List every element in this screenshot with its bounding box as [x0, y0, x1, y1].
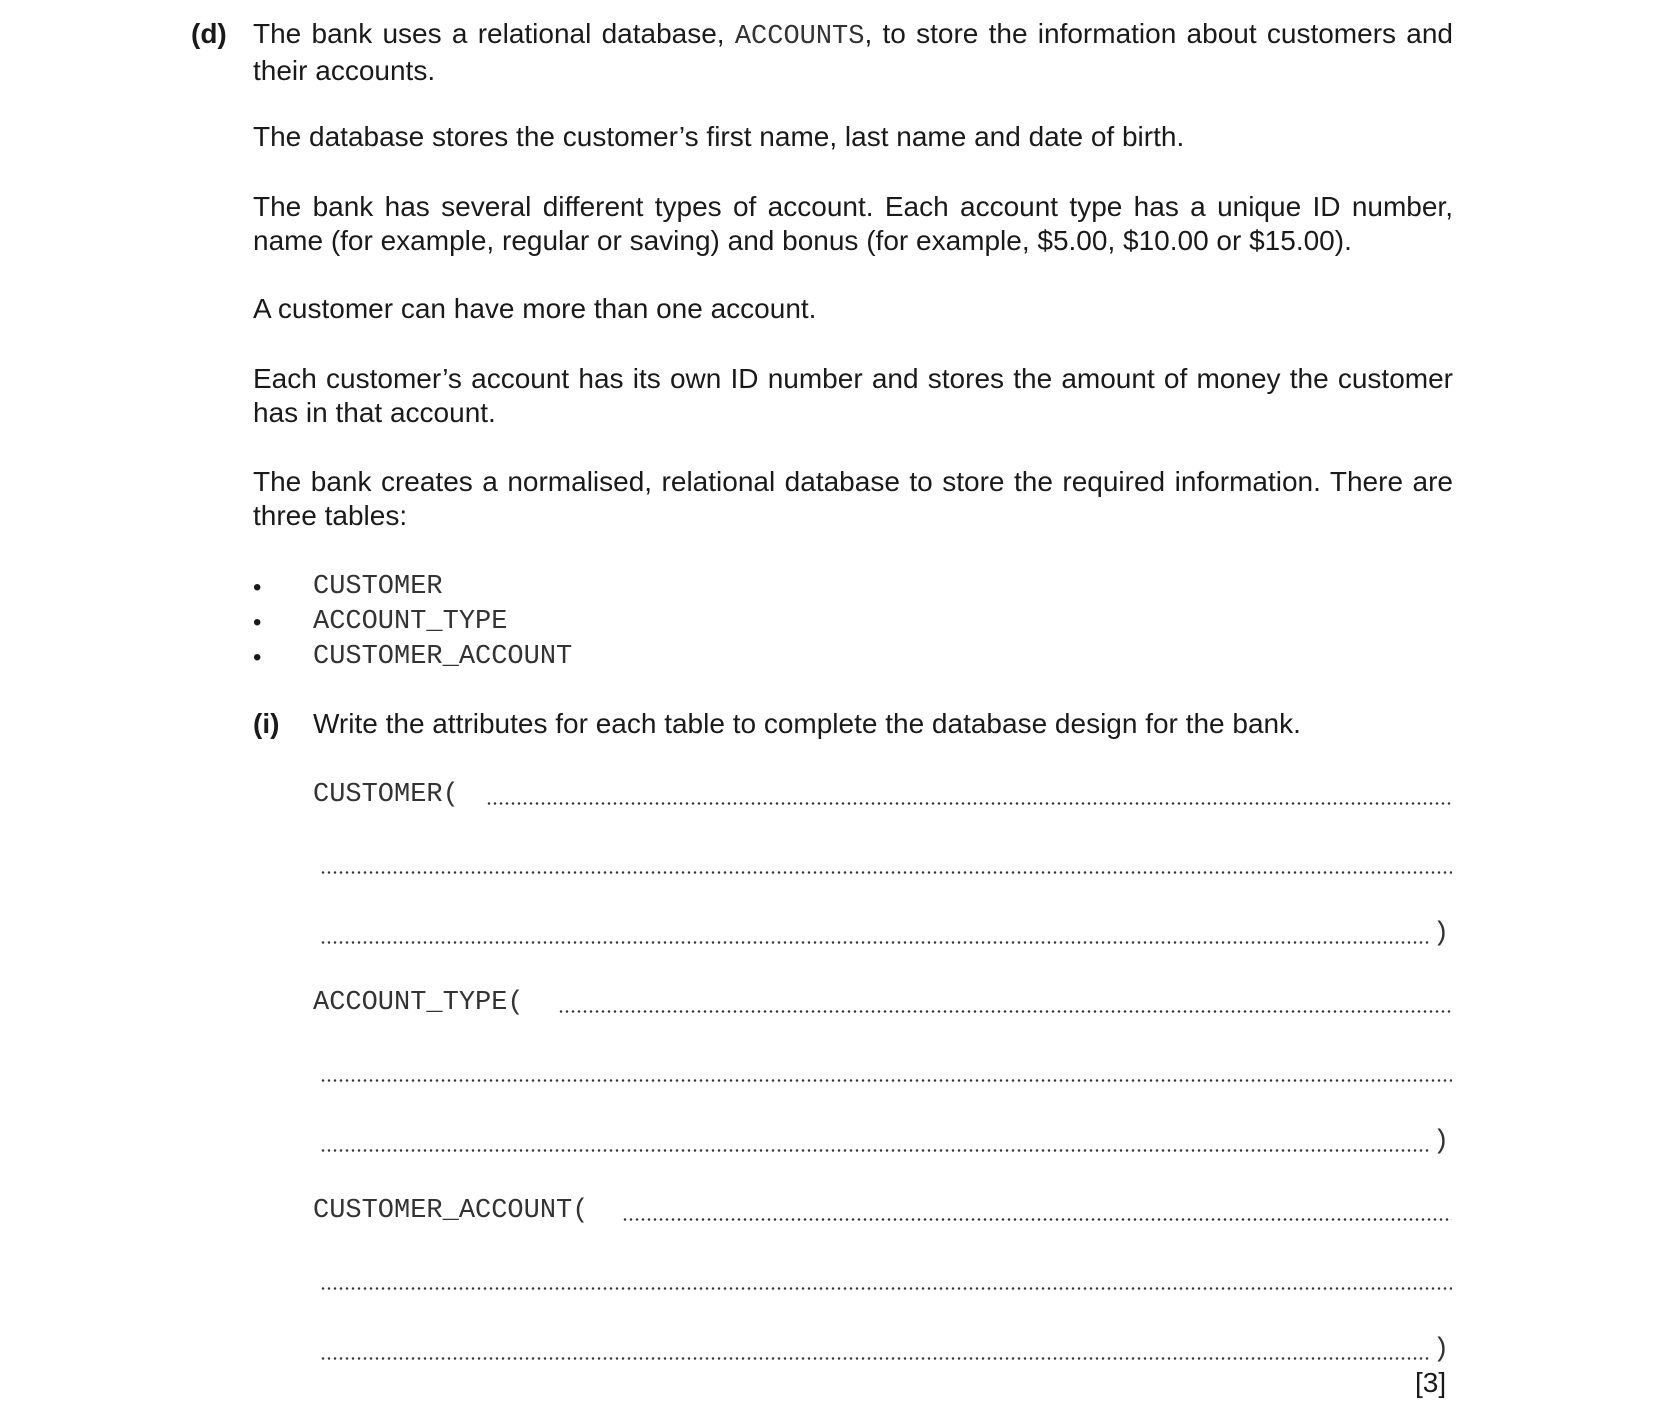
answer-line[interactable] [320, 941, 1430, 944]
list-item-label: ACCOUNT_TYPE [313, 607, 508, 637]
account-types-paragraph: The bank has several different types of account. Each account type has a unique ID number, name (for example, regular or saving) and bonus (for example, $5.00, $10.00 or $15.00). [253, 191, 1453, 256]
intro-text-start: The bank uses a relational database, [253, 18, 735, 49]
close-paren: ) [1433, 1127, 1450, 1157]
list-item [253, 570, 572, 605]
question-label: (d) [191, 18, 227, 49]
close-paren: ) [1433, 919, 1450, 949]
answer-line[interactable] [558, 1010, 1452, 1013]
answer-line[interactable] [320, 1357, 1430, 1360]
account-id-paragraph: Each customer’s account has its own ID number and stores the amount of money the customer has in that account. [253, 363, 1453, 428]
answer-line[interactable] [622, 1218, 1452, 1221]
answer-prompt-account-type: ACCOUNT_TYPE( [313, 988, 524, 1018]
normalised-database-paragraph: The bank creates a normalised, relational database to store the required information. There are three tables: [253, 466, 1453, 531]
answer-line[interactable] [320, 1149, 1430, 1152]
answer-prompt-customer: CUSTOMER( [313, 780, 459, 810]
bullet-icon: • [253, 609, 262, 636]
intro-paragraph [253, 17, 1453, 88]
database-name: ACCOUNTS [734, 22, 865, 52]
multiple-accounts-paragraph: A customer can have more than one account. [253, 293, 817, 324]
part-instruction: Write the attributes for each table to complete the database design for the bank. [313, 708, 1301, 739]
list-item-label: CUSTOMER [313, 572, 443, 602]
intro-text-end: , to store the information about customers and their accounts. [253, 18, 1453, 86]
answer-prompt-customer-account: CUSTOMER_ACCOUNT( [313, 1196, 589, 1226]
customer-details-paragraph: The database stores the customer’s first name, last name and date of birth. [253, 121, 1185, 152]
answer-line[interactable] [486, 802, 1452, 805]
answer-line[interactable] [320, 1079, 1452, 1082]
answer-line[interactable] [320, 1287, 1452, 1290]
part-label: (i) [253, 708, 280, 739]
bullet-icon: • [253, 574, 262, 601]
answer-line[interactable] [320, 871, 1452, 874]
marks-indicator: [3] [1415, 1367, 1447, 1398]
table-list [253, 570, 572, 675]
close-paren: ) [1433, 1335, 1450, 1365]
list-item-label: CUSTOMER_ACCOUNT [313, 642, 573, 672]
list-item [253, 640, 572, 675]
list-item [253, 605, 572, 640]
bullet-icon: • [253, 644, 262, 671]
